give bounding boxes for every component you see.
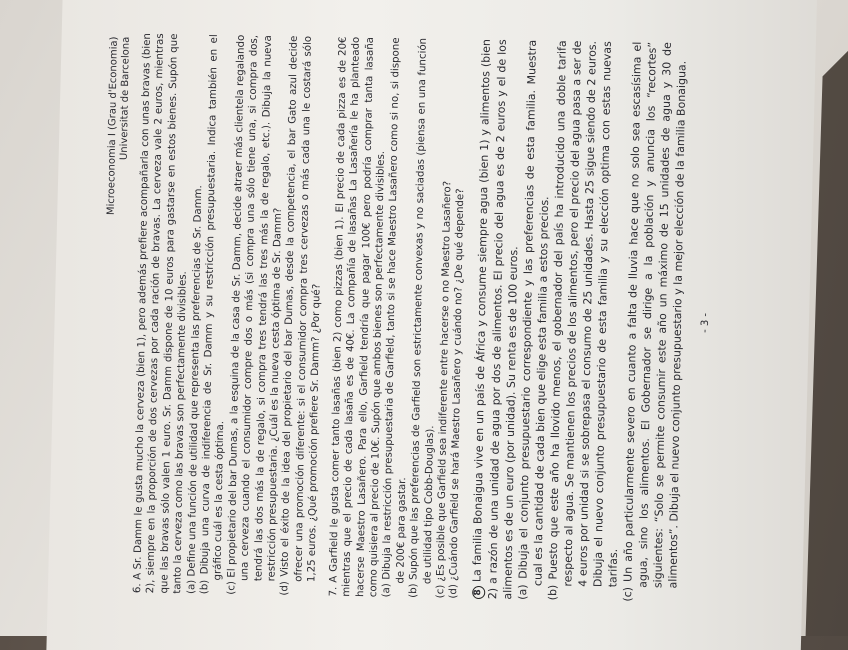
question-8-circled-number: 8 <box>472 586 485 599</box>
question-6-stem: 6. A Sr. Damm le gusta mucho la cerveza (bien 1), pero además prefiere acompañarla con unas bravas (bien 2), siempre en la proporción de dos cervezas por cada ración de bravas. La cerveza vale 2 euros, mientras que las bravas sólo valen 1 euro. Sr. Damm dispone de 10 euros para gastarse en estos bienes. Supón que tanto la cerveza como las bravas son perfectamente divisibles. <box>132 33 189 594</box>
question-8-stem: La familia Bonaigua vive en un país de África y consume siempre agua (bien 1) y alimentos (bien 2) a razón de una unidad de agua por dos de alimentos. El precio del agua es de 2 euros y el de los alimentos es de un euro (por unidad). Su renta es de 100 euros. <box>470 38 521 600</box>
question-7-part-c: (c) ¿Es posible que Garfield sea indiferente entre hacerse o no Maestro Lasañero? <box>435 180 454 599</box>
question-6-part-d: (d) Visto el éxito de la idea del propietario del bar Dumas, desde la competencia, el bar Gato azul decide ofrecer una promoción diferente: si el consumidor compra tres cervezas o más cada una le costará sólo 1,25 euros. ¿Qué promoción prefiere Sr. Damm? ¿Por qué? <box>279 35 323 596</box>
question-6-part-c: (c) El propietario del bar Dumas, a la esquina de la casa de Sr. Damm, decide atraer más clientela regalando una cerveza cuando el consumidor compre dos o más (si compra una sólo tiene una, si compra dos, tendrá las dos más la de regalo, si compra tres tendrá las tres más la de regalo, etc.). Dibuja la nueva restricción presupuestaria. ¿Cuál es la nueva cesta óptima de Sr. Damm? <box>225 34 284 595</box>
question-6-part-a: (a) Define una función de utilidad que representa las preferencias de Sr. Damm. <box>185 185 204 595</box>
question-6-part-b: (b) Dibuja una curva de indiferencia de Sr. Damm y su restricción presupuestaria. Indica también en el gráfico cuál es la cesta óptima. <box>199 34 227 595</box>
question-8 <box>469 39 690 603</box>
question-8-part-c: (c) Un año particularmente severo en cuanto a falta de lluvia hace que no solo sea escasísima el agua, sino los alimentos. El Gobernador se dirige a la población y anuncia los “recortes” siguientes: “Solo se permite consumir este año un máximo de 15 unidades de agua y 30 de alimentos”. Dibuja el nuevo conjunto presupuestario y la mejor elección de la familia Bonaigua. <box>620 41 689 602</box>
question-8-part-b: (b) Puesto que este año ha llovido menos, el gobernador del país ha introducido una doble tarifa respecto al agua. Se mantienen los precios de los alimentos, pero el precio del agua pasa a ser de 4 euros por unidad si se sobrepasa el consumo de 25 unidades. Hasta 25 sigue siendo de 2 euros. Dibuja el nuevo conjunto presupuestario de esta familia y su elección optima con estas nuevas tarifas. <box>545 40 620 601</box>
question-7 <box>327 36 471 598</box>
question-7-stem: 7. A Garfield le gusta comer tanto lasañas (bien 2) como pizzas (bien 1). El precio de cada pizza es de 20€ mientras que el precio de cada lasaña es de 40€. La compañía de lasañas La Lasañería le ha planteado hacerse Maestro Lasañero. Para ello, Garfield tendría que pagar 100€ pero podría comprar tanta lasaña como quisiera al precio de 10€. Supón que ambos bienes son perfectamente divisibles. <box>327 36 387 598</box>
question-7-part-a: (a) Dibuja la restricción presupuestaria de Garfield, tanto si se hace Maestro Lasañero como si no, si dispone de 200€ para gastar. <box>381 37 408 598</box>
question-6 <box>131 33 328 596</box>
course-title: Microeconomia I (Grau d'Economia) <box>105 36 120 216</box>
exam-page <box>99 32 749 603</box>
question-7-part-b: (b) Supón que las preferencias de Garfield son estrictamente convexas y no saciadas (piensa en una función de utilidad tipo Cobb-Douglas). <box>408 37 436 598</box>
university-name: Universitat de Barcelona <box>118 36 132 161</box>
page-number: - 3 - <box>699 312 711 333</box>
question-7-part-d: (d) ¿Cuándo Garfield se hará Maestro Lasañero y cuándo no? ¿De qué depende? <box>448 188 467 599</box>
question-8-part-a: (a) Dibuja el conjunto presupuestario correspondiente y las preferencias de esta familia. Muestra cual es la cantidad de cada bien que elige esta familia a estos precios. <box>515 39 551 600</box>
